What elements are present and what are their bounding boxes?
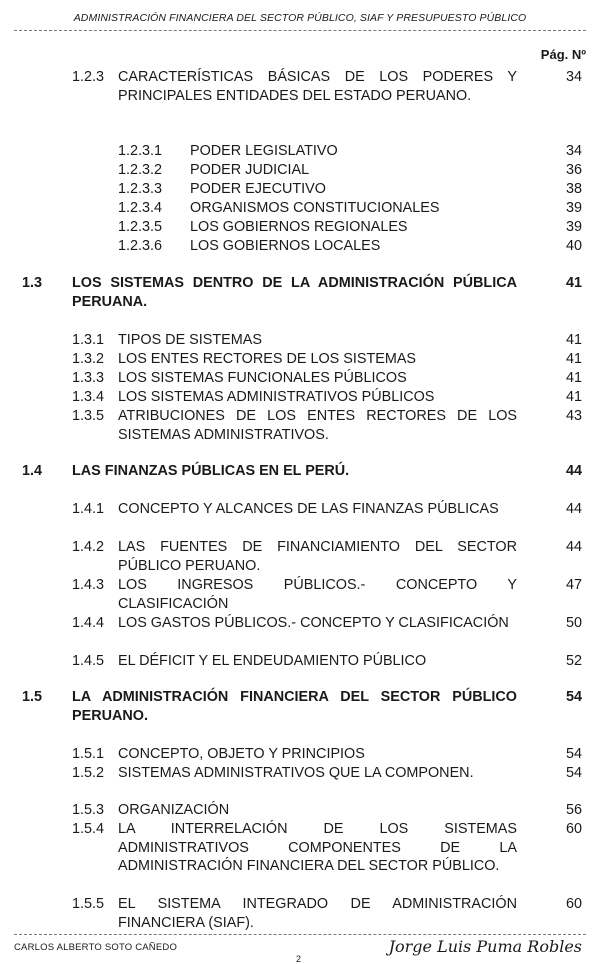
toc-entry-number: 1.3.5 [72, 408, 105, 424]
toc-entry-number: 1.3.3 [72, 370, 105, 386]
toc-entry-page: 40 [565, 238, 582, 254]
footer-divider [14, 934, 586, 935]
toc-entry-number: 1.5.5 [72, 896, 105, 912]
toc-entry-number: 1.4.5 [72, 653, 105, 669]
toc-entry-number: 1.2.3 [72, 69, 105, 85]
toc-entry-number: 1.4.1 [72, 501, 105, 517]
toc-entry-page: 56 [565, 802, 582, 818]
toc-entry-number: 1.2.3.3 [118, 181, 163, 197]
toc-entry-title: TIPOS DE SISTEMAS [118, 332, 262, 348]
toc-entry-number: 1.2.3.1 [118, 143, 163, 159]
footer-page-number: 2 [296, 954, 302, 964]
toc-entry-title: CONCEPTO, OBJETO Y PRINCIPIOS [118, 746, 365, 762]
toc-entry-title: LOS GOBIERNOS LOCALES [190, 238, 381, 254]
toc-entry-title: LOS ENTES RECTORES DE LOS SISTEMAS [118, 351, 417, 367]
toc-entry-page: 44 [565, 539, 582, 555]
toc-entry-title: ORGANIZACIÓN [118, 802, 230, 818]
toc-entry-page: 47 [565, 577, 582, 593]
toc-entry-title: LOS INGRESOS PÚBLICOS.- CONCEPTO Y CLASIFICACIÓN [118, 577, 517, 612]
toc-entry-title: LOS SISTEMAS DENTRO DE LA ADMINISTRACIÓN PÚBLICA PERUANA. [72, 275, 517, 310]
toc-entry-title: EL DÉFICIT Y EL ENDEUDAMIENTO PÚBLICO [118, 653, 427, 669]
toc-entry-page: 60 [565, 896, 582, 912]
toc-entry-number: 1.3.2 [72, 351, 105, 367]
toc-entry-number: 1.5.2 [72, 765, 105, 781]
toc-entry-page: 54 [565, 765, 582, 781]
toc-entry-page: 34 [565, 143, 582, 159]
toc-entry-number: 1.3.1 [72, 332, 105, 348]
toc-entry-title: CONCEPTO Y ALCANCES DE LAS FINANZAS PÚBLICAS [118, 501, 499, 517]
toc-entry-title: LA INTERRELACIÓN DE LOS SISTEMAS ADMINISTRATIVOS COMPONENTES DE LA ADMINISTRACIÓN FINANCIERA DEL SECTOR PÚBLICO. [118, 821, 517, 874]
toc-entry-title: LOS GOBIERNOS REGIONALES [190, 219, 408, 235]
toc-entry-page: 41 [565, 275, 582, 291]
toc-entry-title: LOS SISTEMAS FUNCIONALES PÚBLICOS [118, 370, 407, 386]
toc-entry-title: LOS GASTOS PÚBLICOS.- CONCEPTO Y CLASIFICACIÓN [118, 615, 509, 631]
toc-entry-title: PODER EJECUTIVO [190, 181, 326, 197]
toc-entry-page: 52 [565, 653, 582, 669]
toc-entry-number: 1.2.3.6 [118, 238, 163, 254]
toc-entry-number: 1.4 [22, 463, 43, 479]
toc-entry-number: 1.3.4 [72, 389, 105, 405]
document-header: ADMINISTRACIÓN FINANCIERA DEL SECTOR PÚBLICO, SIAF Y PRESUPUESTO PÚBLICO [73, 12, 527, 24]
toc-entry-number: 1.3 [22, 275, 43, 291]
toc-entry-page: 41 [565, 332, 582, 348]
toc-entry-page: 34 [565, 69, 582, 85]
toc-entry-number: 1.4.4 [72, 615, 105, 631]
toc-entry-page: 41 [565, 351, 582, 367]
toc-entry-title: EL SISTEMA INTEGRADO DE ADMINISTRACIÓN FINANCIERA (SIAF). [118, 896, 517, 931]
toc-entry-title: PODER LEGISLATIVO [190, 143, 338, 159]
toc-entry-title: LAS FUENTES DE FINANCIAMIENTO DEL SECTOR PÚBLICO PERUANO. [118, 539, 517, 574]
toc-entry-page: 54 [565, 689, 582, 705]
toc-entry-page: 60 [565, 821, 582, 837]
toc-entry-number: 1.4.2 [72, 539, 105, 555]
toc-entry-number: 1.5.4 [72, 821, 105, 837]
footer-signature: Jorge Luis Puma Robles [388, 937, 582, 956]
page-number-column-label: Pág. Nº [540, 47, 586, 62]
toc-entry-page: 38 [565, 181, 582, 197]
toc-entry-title: ATRIBUCIONES DE LOS ENTES RECTORES DE LOS SISTEMAS ADMINISTRATIVOS. [118, 408, 517, 443]
toc-entry-page: 39 [565, 219, 582, 235]
toc-entry-page: 41 [565, 389, 582, 405]
toc-entry-page: 36 [565, 162, 582, 178]
toc-entry-title: PODER JUDICIAL [190, 162, 310, 178]
toc-entry-number: 1.5.1 [72, 746, 105, 762]
toc-entry-number: 1.5.3 [72, 802, 105, 818]
toc-entry-title: CARACTERÍSTICAS BÁSICAS DE LOS PODERES Y PRINCIPALES ENTIDADES DEL ESTADO PERUANO. [118, 69, 517, 104]
toc-entry-title: LOS SISTEMAS ADMINISTRATIVOS PÚBLICOS [118, 389, 435, 405]
toc-entry-page: 54 [565, 746, 582, 762]
toc-entry-page: 39 [565, 200, 582, 216]
toc-entry-page: 41 [565, 370, 582, 386]
toc-entry-page: 44 [565, 463, 582, 479]
toc-entry-page: 44 [565, 501, 582, 517]
toc-entry-number: 1.2.3.5 [118, 219, 163, 235]
header-divider [14, 30, 586, 31]
toc-entry-title: SISTEMAS ADMINISTRATIVOS QUE LA COMPONEN. [118, 765, 474, 781]
toc-entry-number: 1.2.3.2 [118, 162, 163, 178]
toc-entry-number: 1.2.3.4 [118, 200, 163, 216]
toc-entry-title: ORGANISMOS CONSTITUCIONALES [190, 200, 440, 216]
footer-author: CARLOS ALBERTO SOTO CAÑEDO [14, 942, 178, 953]
toc-entry-page: 50 [565, 615, 582, 631]
toc-entry-number: 1.4.3 [72, 577, 105, 593]
toc-entry-title: LA ADMINISTRACIÓN FINANCIERA DEL SECTOR PÚBLICO PERUANO. [72, 689, 517, 724]
toc-entry-number: 1.5 [22, 689, 43, 705]
toc-entry-page: 43 [565, 408, 582, 424]
toc-entry-title: LAS FINANZAS PÚBLICAS EN EL PERÚ. [72, 463, 350, 479]
